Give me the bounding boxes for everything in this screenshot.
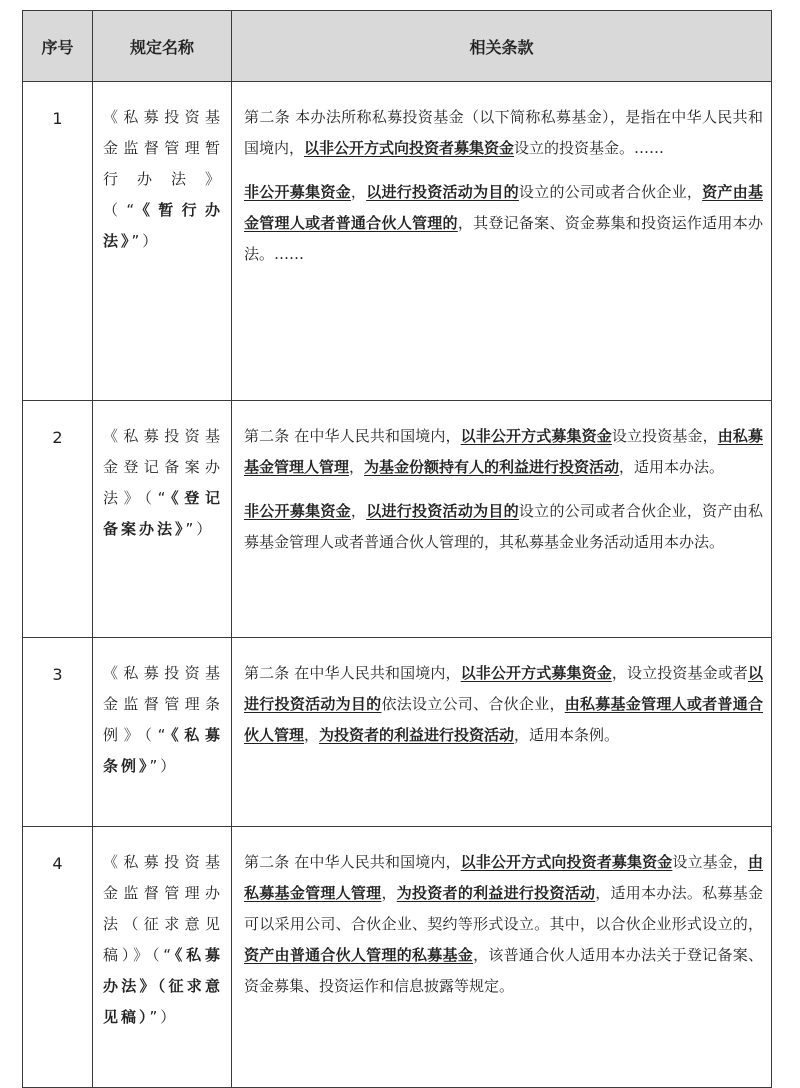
regulation-name-full: 《私募投资基金监督管理条例》（“	[103, 664, 223, 744]
highlighted-phrase: 为投资者的利益进行投资活动	[396, 884, 596, 902]
regulation-name-close: ”）	[149, 757, 179, 775]
regulation-name	[93, 638, 232, 827]
clause-text	[232, 827, 772, 1088]
clause-phrase: ，适用本条例。	[514, 726, 620, 744]
regulation-name-close: ”）	[149, 1008, 179, 1026]
clause-phrase: ，	[381, 884, 397, 902]
clause-text	[232, 638, 772, 827]
highlighted-phrase: 以非公开方式向投资者募集资金	[304, 139, 515, 157]
row-index: 4	[23, 827, 93, 1088]
regulation-name	[93, 82, 232, 401]
highlighted-phrase: 为投资者的利益进行投资活动	[319, 726, 515, 744]
regulation-comparison-table-wrapper	[22, 10, 771, 1088]
clause-phrase: 依法设立公司、合伙企业，	[381, 695, 565, 713]
clause-text	[232, 82, 772, 401]
table-row	[23, 827, 772, 1088]
clause-phrase: ，	[350, 502, 367, 520]
highlighted-phrase: 资产由普通合伙人管理的私募基金	[244, 946, 474, 964]
clause-phrase: 设立的公司或者合伙企业，	[518, 183, 703, 201]
clause-phrase: 第二条 在中华人民共和国境内，	[244, 664, 461, 682]
clause-phrase: ，设立投资基金或者	[611, 664, 748, 682]
regulation-short-name: 《私募条例》	[103, 726, 223, 775]
clause-paragraph	[244, 658, 763, 751]
clause-text	[232, 401, 772, 638]
row-index: 2	[23, 401, 93, 638]
clause-phrase: 第二条 在中华人民共和国境内，	[244, 427, 461, 445]
clause-paragraph	[244, 102, 763, 164]
regulation-short-name: 《私募办法》（征求意见稿）	[103, 946, 223, 1026]
highlighted-phrase: 以非公开方式向投资者募集资金	[460, 853, 673, 871]
clause-phrase: 设立的投资基金。……	[514, 139, 665, 157]
clause-phrase: ，	[304, 726, 320, 744]
highlighted-phrase: 以非公开方式募集资金	[460, 664, 612, 682]
regulation-name	[93, 401, 232, 638]
regulation-name-full: 《私募投资基金监督管理办法（征求意见稿）》（“	[103, 853, 223, 964]
regulation-short-name: 《登记备案办法》	[103, 489, 223, 538]
table-row	[23, 401, 772, 638]
clause-phrase: ，	[350, 183, 367, 201]
highlighted-phrase: 资产由基金管理人或者普通合伙人管理的	[244, 183, 763, 232]
regulation-name-full: 《私募投资基金监督管理暂行办法》（“	[103, 108, 223, 219]
clause-phrase: 设立的公司或者合伙企业，资产由私募基金管理人或者普通合伙人管理的，其私募基金业务活动适用本办法。	[244, 502, 763, 551]
highlighted-phrase: 非公开募集资金	[244, 502, 351, 520]
header-related-clause: 相关条款	[232, 11, 772, 82]
row-index: 3	[23, 638, 93, 827]
regulation-name-close: ”）	[131, 232, 161, 250]
highlighted-phrase: 以进行投资活动为目的	[244, 664, 763, 713]
regulation-name-close: ”）	[185, 520, 215, 538]
highlighted-phrase: 由私募基金管理人管理	[244, 853, 763, 902]
clause-phrase: ，适用本办法。私募基金可以采用公司、合伙企业、契约等形式设立。其中，以合伙企业形式设立的，	[244, 884, 763, 933]
regulation-short-name: 《暂行办法》	[103, 201, 223, 250]
highlighted-phrase: 以非公开方式募集资金	[460, 427, 612, 445]
clause-phrase: 第二条 本办法所称私募投资基金（以下简称私募基金），是指在中华人民共和国境内，	[244, 108, 763, 157]
clause-phrase: 设立基金，	[672, 853, 748, 871]
clause-paragraph	[244, 496, 763, 558]
clause-phrase: 设立投资基金，	[611, 427, 718, 445]
regulation-name-full: 《私募投资基金登记备案办法》（“	[103, 427, 223, 507]
clause-paragraph	[244, 421, 763, 483]
table-row	[23, 638, 772, 827]
highlighted-phrase: 为基金份额持有人的利益进行投资活动	[364, 458, 620, 476]
table-header-row	[23, 11, 772, 82]
clause-paragraph	[244, 847, 763, 1002]
highlighted-phrase: 非公开募集资金	[244, 183, 351, 201]
row-index: 1	[23, 82, 93, 401]
clause-phrase: ，适用本办法。	[619, 458, 725, 476]
highlighted-phrase: 以进行投资活动为目的	[366, 502, 519, 520]
clause-phrase: ，该普通合伙人适用本办法关于登记备案、资金募集、投资运作和信息披露等规定。	[244, 946, 763, 995]
clause-phrase: ，其登记备案、资金募集和投资运作适用本办法。……	[244, 214, 763, 263]
clause-phrase: ，	[349, 458, 365, 476]
regulation-comparison-table	[22, 10, 772, 1088]
highlighted-phrase: 以进行投资活动为目的	[366, 183, 519, 201]
clause-paragraph	[244, 177, 763, 270]
regulation-name	[93, 827, 232, 1088]
highlighted-phrase: 由私募基金管理人管理	[244, 427, 763, 476]
header-index: 序号	[23, 11, 93, 82]
table-row	[23, 82, 772, 401]
highlighted-phrase: 由私募基金管理人或者普通合伙人管理	[244, 695, 763, 744]
header-regulation-name: 规定名称	[93, 11, 232, 82]
clause-phrase: 第二条 在中华人民共和国境内，	[244, 853, 461, 871]
